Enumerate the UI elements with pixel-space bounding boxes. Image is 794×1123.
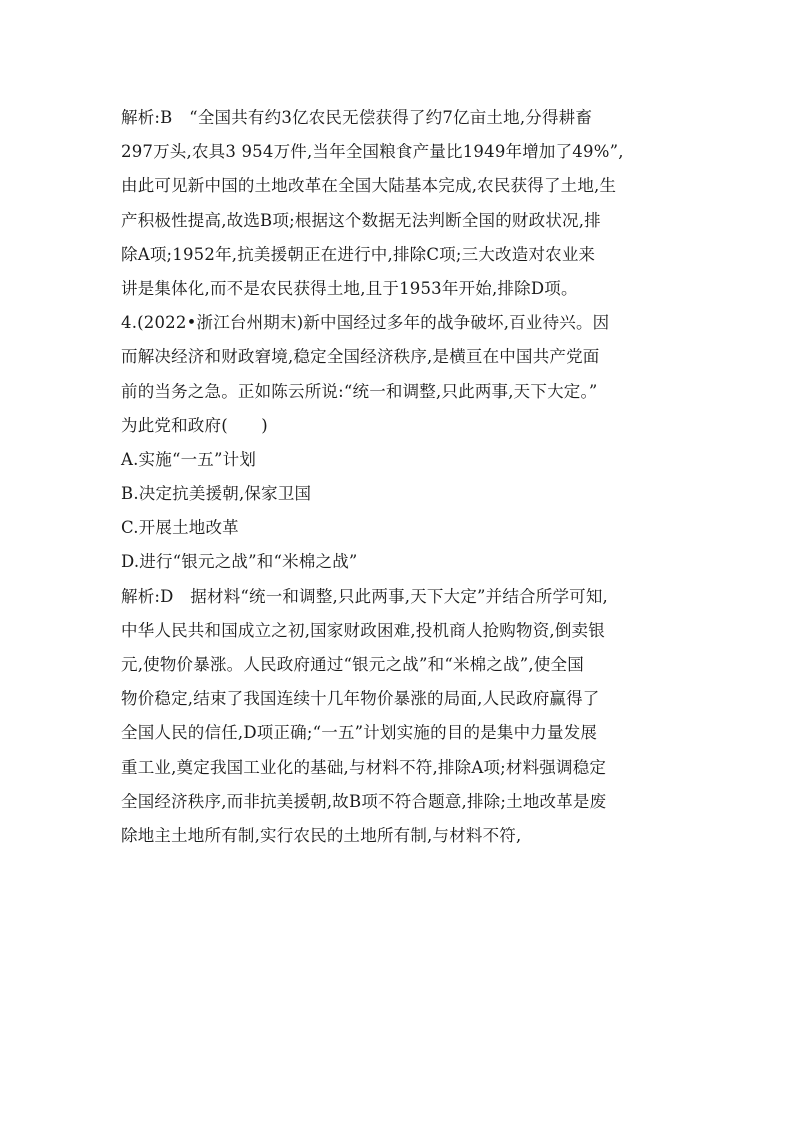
q3-analysis-line-5: 除A项;1952年,抗美援朝正在进行中,排除C项;三大改造对农业来 bbox=[121, 244, 596, 264]
q3-analysis-line-2: 297万头,农具3 954万件,当年全国粮食产量比1949年增加了49%”, bbox=[121, 142, 624, 162]
q4-option-a: A.实施“一五”计划 bbox=[121, 449, 257, 469]
q4-analysis-line-2: 中华人民共和国成立之初,国家财政困难,投机商人抢购物资,倒卖银 bbox=[121, 620, 605, 640]
q4-stem-line-1: 4.(2022•浙江台州期末)新中国经过多年的战争破坏,百业待兴。因 bbox=[121, 313, 610, 333]
q3-analysis-line-1: 解析:B “全国共有约3亿农民无偿获得了约7亿亩土地,分得耕畜 bbox=[121, 108, 593, 127]
q4-option-d: D.进行“银元之战”和“米棉之战” bbox=[121, 552, 358, 572]
q4-analysis-line-1: 解析:D 据材料“统一和调整,只此两事,天下大定”并结合所学可知, bbox=[121, 586, 608, 606]
q4-stem-line-3: 前的当务之急。正如陈云所说:“统一和调整,只此两事,天下大定。” bbox=[121, 381, 598, 401]
q4-option-c: C.开展土地改革 bbox=[121, 518, 239, 538]
q4-analysis-line-7: 全国经济秩序,而非抗美援朝,故B项不符合题意,排除;土地改革是废 bbox=[121, 791, 607, 811]
q3-analysis-line-4: 产积极性提高,故选B项;根据这个数据无法判断全国的财政状况,排 bbox=[121, 210, 601, 230]
q4-analysis bbox=[121, 580, 691, 854]
q4-stem bbox=[121, 306, 691, 443]
q4-analysis-line-3: 元,使物价暴涨。人民政府通过“银元之战”和“米棉之战”,使全国 bbox=[121, 655, 584, 674]
q4-stem-line-2: 而解决经济和财政窘境,稳定全国经济秩序,是横亘在中国共产党面 bbox=[121, 347, 600, 367]
q4-option-b: B.决定抗美援朝,保家卫国 bbox=[121, 484, 312, 504]
q4-analysis-line-6: 重工业,奠定我国工业化的基础,与材料不符,排除A项;材料强调稳定 bbox=[121, 757, 607, 777]
document-page bbox=[121, 101, 691, 853]
q3-analysis-line-6: 讲是集体化,而不是农民获得土地,且于1953年开始,排除D项。 bbox=[121, 278, 578, 298]
q4-analysis-line-5: 全国人民的信任,D项正确;“一五”计划实施的目的是集中力量发展 bbox=[121, 723, 598, 743]
q4-analysis-line-8: 除地主土地所有制,实行农民的土地所有制,与材料不符, bbox=[121, 825, 522, 845]
q4-analysis-line-4: 物价稳定,结束了我国连续十几年物价暴涨的局面,人民政府赢得了 bbox=[121, 689, 600, 709]
q3-analysis-line-3: 由此可见新中国的土地改革在全国大陆基本完成,农民获得了土地,生 bbox=[121, 176, 617, 196]
q3-analysis bbox=[121, 101, 691, 306]
q4-options bbox=[121, 443, 691, 580]
q4-stem-line-4: 为此党和政府( ) bbox=[121, 415, 268, 435]
